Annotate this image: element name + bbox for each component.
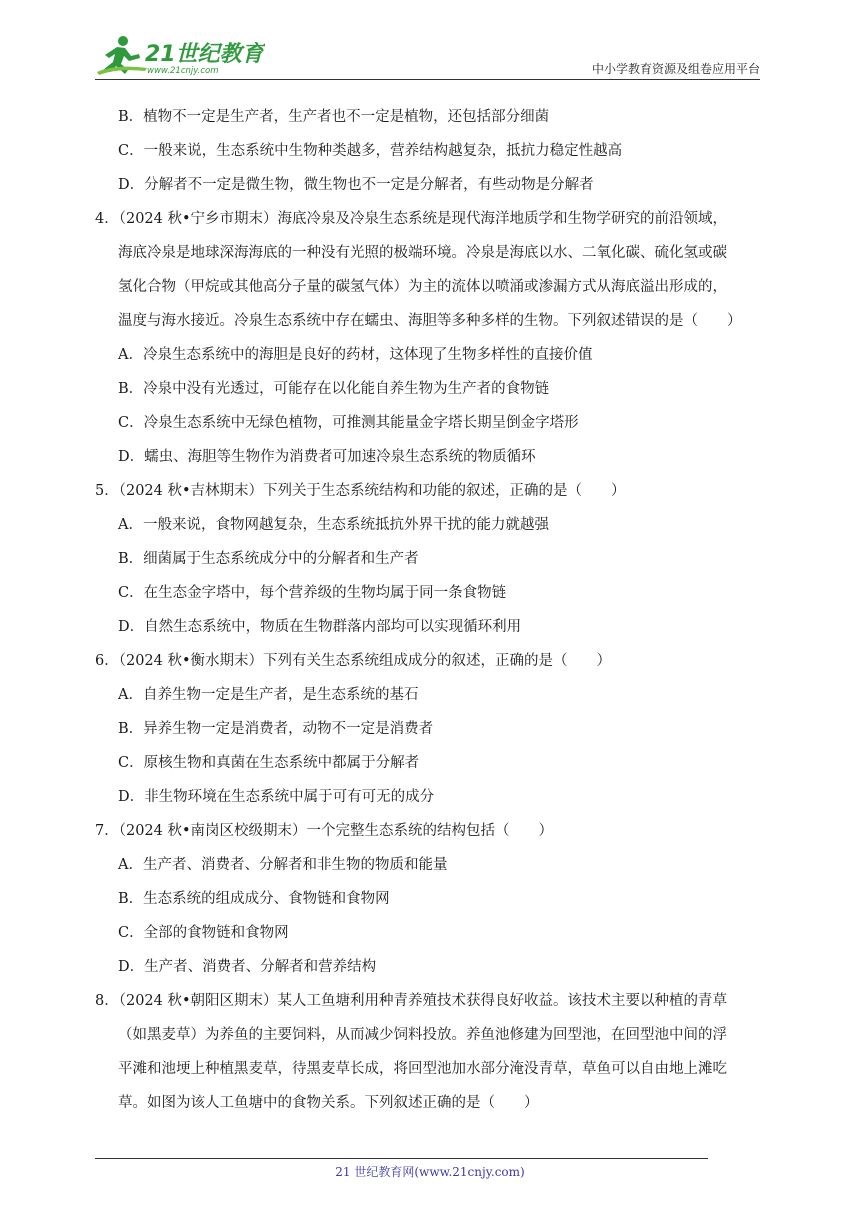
answer-option: A．一般来说，食物网越复杂，生态系统抵抗外界干扰的能力就越强	[118, 517, 549, 533]
answer-option: C．冷泉生态系统中无绿色植物，可推测其能量金字塔长期呈倒金字塔形	[118, 415, 579, 431]
question-content	[95, 100, 775, 1120]
question-stem: 5．（2024 秋•吉林期末）下列关于生态系统结构和功能的叙述，正确的是（ ）	[95, 483, 626, 499]
header-platform-text: 中小学教育资源及组卷应用平台	[591, 62, 760, 76]
answer-option: B．细菌属于生态系统成分中的分解者和生产者	[118, 551, 419, 567]
logo-main-text: 21世纪教育	[145, 42, 264, 67]
footer-link[interactable]: 21 世纪教育网(www.21cnjy.com)	[335, 1165, 525, 1179]
footer-divider	[95, 1158, 708, 1159]
question-text-line: 温度与海水接近。冷泉生态系统中存在蠕虫、海胆等多种多样的生物。下列叙述错误的是（ ）	[118, 313, 742, 329]
question-text-line: 海底冷泉是地球深海海底的一种没有光照的极端环境。冷泉是海底以水、二氧化碳、硫化氢或碳	[118, 245, 727, 261]
question-stem: 6．（2024 秋•衡水期末）下列有关生态系统组成成分的叙述，正确的是（ ）	[95, 653, 612, 669]
answer-option: D．非生物环境在生态系统中属于可有可无的成分	[118, 789, 435, 805]
answer-option: D．生产者、消费者、分解者和营养结构	[118, 959, 377, 975]
answer-option: D．蠕虫、海胆等生物作为消费者可加速冷泉生态系统的物质循环	[118, 449, 536, 465]
answer-option: D．自然生态系统中，物质在生物群落内部均可以实现循环利用	[118, 619, 522, 635]
answer-option: B．异养生物一定是消费者，动物不一定是消费者	[118, 721, 434, 737]
answer-option: C．全部的食物链和食物网	[118, 925, 289, 941]
answer-option: A．冷泉生态系统中的海胆是良好的药材，这体现了生物多样性的直接价值	[118, 347, 593, 363]
answer-option: C．在生态金字塔中，每个营养级的生物均属于同一条食物链	[118, 585, 507, 601]
question-text-line: 氢化合物（甲烷或其他高分子量的碳氢气体）为主的流体以喷涌或渗漏方式从海底溢出形成的，	[118, 279, 727, 295]
answer-option: B．植物不一定是生产者，生产者也不一定是植物，还包括部分细菌	[118, 109, 550, 125]
answer-option: B．生态系统的组成成分、食物链和食物网	[118, 891, 390, 907]
runner-icon	[97, 36, 147, 75]
site-logo	[95, 34, 265, 76]
answer-option: C．一般来说，生态系统中生物种类越多，营养结构越复杂，抵抗力稳定性越高	[118, 143, 623, 159]
answer-option: D．分解者不一定是微生物，微生物也不一定是分解者，有些动物是分解者	[118, 177, 594, 193]
header-divider	[95, 79, 760, 80]
page-header	[95, 30, 760, 80]
answer-option: B．冷泉中没有光透过，可能存在以化能自养生物为生产者的食物链	[118, 381, 550, 397]
answer-option: C．原核生物和真菌在生态系统中都属于分解者	[118, 755, 420, 771]
answer-option: A．生产者、消费者、分解者和非生物的物质和能量	[118, 857, 448, 873]
question-text-line: 草。如图为该人工鱼塘中的食物关系。下列叙述正确的是（ ）	[118, 1095, 539, 1111]
question-text-line: 平滩和池埂上种植黑麦草，待黑麦草长成，将回型池加水部分淹没青草，草鱼可以自由地上滩吃	[118, 1061, 727, 1077]
question-text-line: （如黑麦草）为养鱼的主要饲料，从而减少饲料投放。养鱼池修建为回型池，在回型池中间的浮	[118, 1027, 727, 1043]
answer-option: A．自养生物一定是生产者，是生态系统的基石	[118, 687, 419, 703]
question-stem: 7．（2024 秋•南岗区校级期末）一个完整生态系统的结构包括（ ）	[95, 823, 554, 839]
question-stem: 8．（2024 秋•朝阳区期末）某人工鱼塘利用种青养殖技术获得良好收益。该技术主要以种植的青草	[95, 993, 728, 1009]
question-stem: 4．（2024 秋•宁乡市期末）海底冷泉及冷泉生态系统是现代海洋地质学和生物学研究的前沿领域，	[95, 211, 728, 227]
logo-url-text: www.21cnjy.com	[147, 66, 219, 76]
